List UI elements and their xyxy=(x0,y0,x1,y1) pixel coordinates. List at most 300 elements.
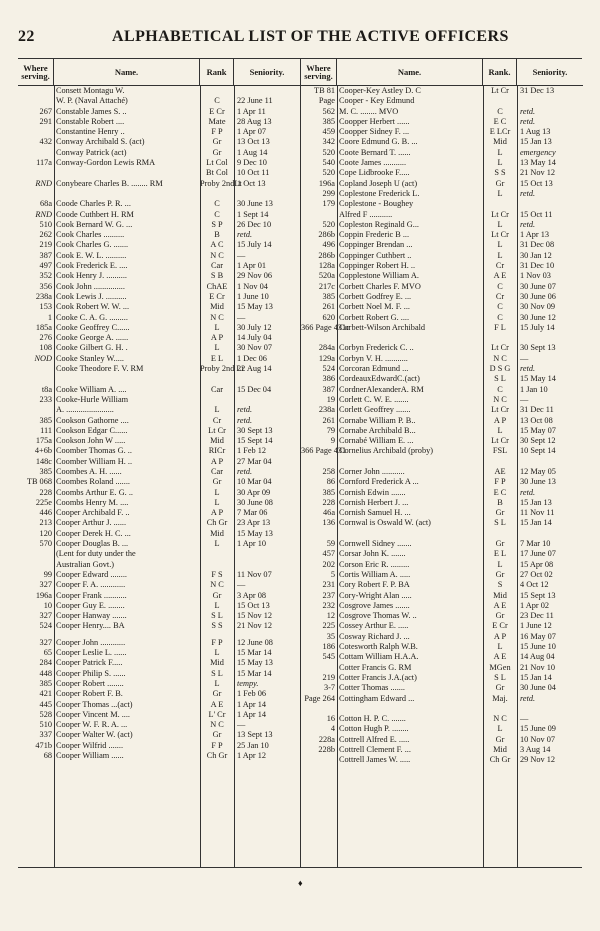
officer-name-cell: Cooper Guy E. ........ xyxy=(56,600,125,610)
seniority-cell: — xyxy=(237,720,246,730)
rank-cell xyxy=(483,333,517,343)
seniority-cell: — xyxy=(520,394,529,404)
officer-name-cell: Cornish Samuel H. ... xyxy=(339,508,411,518)
where-serving-cell: 68a xyxy=(40,199,52,209)
rank-cell: S L xyxy=(211,611,223,621)
table-row xyxy=(18,720,300,730)
rank-cell: N C xyxy=(210,720,224,730)
seniority-cell: retd. xyxy=(520,188,536,198)
officer-name-cell: Cook Lewis J. .......... xyxy=(56,291,127,301)
table-row xyxy=(301,251,583,261)
table-row xyxy=(301,86,583,96)
where-serving-cell: 510 xyxy=(39,720,52,730)
table-row xyxy=(301,271,583,281)
seniority-cell xyxy=(517,199,583,209)
rank-cell: L xyxy=(214,648,220,658)
table-row xyxy=(18,477,300,487)
seniority-cell: 1 Feb 12 xyxy=(237,446,267,456)
seniority-cell: 15 Oct 13 xyxy=(520,178,553,188)
table-row xyxy=(301,323,583,333)
rank-cell: RICr xyxy=(208,446,226,456)
table-row xyxy=(301,518,583,528)
where-serving-cell: 524 xyxy=(322,364,335,374)
seniority-cell: retd. xyxy=(237,230,253,240)
rank-cell: C xyxy=(214,209,220,219)
table-row xyxy=(18,426,300,436)
where-serving-cell: 136 xyxy=(322,518,335,528)
seniority-cell: 31 Dec 11 xyxy=(520,405,554,415)
rank-cell: N C xyxy=(493,714,507,724)
officer-name-cell: Cory-Wright Alan ..... xyxy=(339,590,412,600)
officer-name-cell: Cooper John ............ xyxy=(56,637,126,647)
table-row xyxy=(18,313,300,323)
seniority-cell: 15 Apr 08 xyxy=(520,559,554,569)
where-serving-cell: 432 xyxy=(39,137,52,147)
officer-name-cell: Cook Robert W. W. ... xyxy=(56,302,130,312)
seniority-cell: 21 Nov 12 xyxy=(520,168,556,178)
where-serving-cell xyxy=(301,755,337,765)
officer-name-cell: Cooper Walter W. (act) xyxy=(56,730,133,740)
seniority-cell: 1 Apr 01 xyxy=(237,261,267,271)
seniority-cell: 7 Mar 10 xyxy=(520,539,551,549)
table-row xyxy=(301,745,583,755)
where-serving-cell: 366 Page 431 xyxy=(301,446,347,456)
where-serving-cell: 385 xyxy=(39,466,52,476)
seniority-cell: 10 Mar 04 xyxy=(237,477,272,487)
right-rows xyxy=(301,86,583,867)
where-serving-cell xyxy=(18,560,54,570)
rank-cell: MGen xyxy=(489,662,511,672)
rank-cell: L xyxy=(497,724,503,734)
seniority-cell: emergency xyxy=(520,147,556,157)
rank-cell: A P xyxy=(210,508,224,518)
rank-cell: Lt Cr xyxy=(491,209,509,219)
rank-cell: S B xyxy=(210,271,224,281)
where-serving-cell xyxy=(301,457,337,467)
where-serving-cell: 496 xyxy=(322,240,335,250)
seniority-cell: 1 Aug 13 xyxy=(520,127,551,137)
officer-name-cell: Cooper Frank ........... xyxy=(56,590,127,600)
table-row xyxy=(18,86,300,96)
rank-cell: L xyxy=(497,559,503,569)
seniority-cell: retd. xyxy=(520,364,536,374)
rank-cell: A C xyxy=(210,240,224,250)
officer-name-cell: (Lent for duty under the xyxy=(56,549,136,559)
officer-name-cell: Cooper Philip S. ...... xyxy=(56,668,126,678)
rank-cell: S P xyxy=(211,219,223,229)
seniority-cell: 28 Aug 13 xyxy=(237,116,272,126)
seniority-cell: 11 Nov 11 xyxy=(520,508,555,518)
seniority-cell: 27 Oct 02 xyxy=(520,569,553,579)
rank-header: Rank xyxy=(200,59,234,85)
rank-cell: Gr xyxy=(212,147,222,157)
rank-cell: A P xyxy=(210,456,224,466)
where-serving-cell xyxy=(18,96,54,106)
seniority-cell: 15 Jan 14 xyxy=(520,518,552,528)
seniority-cell: 9 Dec 10 xyxy=(237,158,267,168)
rank-cell: Lt Cr xyxy=(491,436,509,446)
seniority-cell xyxy=(234,86,300,96)
officer-name-cell: Cornabe William P. B.. xyxy=(339,415,416,425)
where-serving-cell: 299 xyxy=(322,188,335,198)
where-serving-cell: 86 xyxy=(326,477,335,487)
rank-cell: Lt Cr xyxy=(491,405,509,415)
rank-cell: C xyxy=(497,384,503,394)
where-serving-cell xyxy=(301,704,337,714)
officers-table xyxy=(18,58,582,868)
officer-name-cell xyxy=(54,168,200,178)
where-serving-cell: 540 xyxy=(322,158,335,168)
seniority-cell: — xyxy=(237,580,246,590)
seniority-cell: 1 Apr 07 xyxy=(237,127,267,137)
where-serving-cell: 448 xyxy=(39,668,52,678)
where-serving-cell xyxy=(18,86,54,96)
rank-cell xyxy=(483,199,517,209)
officer-name-cell: Cooper Patrick F..... xyxy=(56,658,123,668)
table-row xyxy=(18,498,300,508)
where-serving-cell: 459 xyxy=(322,127,335,137)
officer-name-cell: Cooke Stanley W..... xyxy=(56,353,124,363)
rank-cell: S xyxy=(497,580,503,590)
rank-cell: Cr xyxy=(212,415,222,425)
table-row xyxy=(301,735,583,745)
seniority-cell: 15 May 07 xyxy=(520,425,556,435)
officer-name-cell: Coombs Arthur E. G. .. xyxy=(56,487,133,497)
table-row xyxy=(301,364,583,374)
seniority-cell: 15 Jan 14 xyxy=(520,672,552,682)
rank-cell: E C xyxy=(493,116,507,126)
where-serving-cell: 385 xyxy=(39,678,52,688)
rank-cell xyxy=(200,549,234,559)
officer-name-cell: Corner John ........... xyxy=(339,466,405,476)
rank-cell: Cr xyxy=(495,261,505,271)
officer-name-cell: Cooper W. F. R. A. ... xyxy=(56,720,128,730)
officer-name-cell: Cornish Herbert J. ... xyxy=(339,497,409,507)
where-serving-cell: 520 xyxy=(322,168,335,178)
where-serving-cell: 524 xyxy=(39,621,52,631)
officer-name-cell: Corbett Charles F. MVO xyxy=(339,281,421,291)
table-row xyxy=(301,498,583,508)
table-row xyxy=(18,591,300,601)
rank-cell xyxy=(483,704,517,714)
where-serving-cell: 545 xyxy=(322,652,335,662)
officer-name-cell: Cory Robert F. P. BA xyxy=(339,580,410,590)
seniority-cell: 1 Apr 14 xyxy=(237,699,267,709)
where-serving-cell xyxy=(18,374,54,384)
where-serving-cell: Page 264 xyxy=(304,693,335,703)
officer-name-cell: Copplestone William A. xyxy=(339,271,419,281)
officer-name-cell: Cotter Thomas ....... xyxy=(339,683,405,693)
rank-cell: Gr xyxy=(495,734,505,744)
officer-name-cell: Cook Henry J. .......... xyxy=(56,271,127,281)
where-serving-cell: 385 xyxy=(322,487,335,497)
where-serving-cell: 520 xyxy=(322,219,335,229)
officer-name-cell: Coombes Roland ....... xyxy=(56,477,130,487)
where-serving-cell xyxy=(18,405,54,415)
where-serving-cell: 16 xyxy=(326,714,335,724)
officer-name-cell: Coppinger Brendan ... xyxy=(339,240,413,250)
where-serving-cell: 202 xyxy=(322,559,335,569)
officer-name-cell: Coomber William H. .. xyxy=(56,456,133,466)
where-serving-cell: t8a xyxy=(41,384,52,394)
seniority-cell xyxy=(517,96,583,106)
table-row xyxy=(301,601,583,611)
table-row xyxy=(301,158,583,168)
rank-cell: N C xyxy=(210,250,224,260)
rank-header: Rank. xyxy=(483,59,517,85)
table-row xyxy=(18,405,300,415)
where-serving-cell: 68 xyxy=(43,751,52,760)
rank-cell xyxy=(483,96,517,106)
where-serving-cell: 356 xyxy=(39,281,52,291)
where-serving-cell: 262 xyxy=(39,230,52,240)
seniority-cell: 15 May 14 xyxy=(520,374,556,384)
officer-name-cell: Copland Joseph U (act) xyxy=(339,178,418,188)
where-serving-cell: 445 xyxy=(39,699,52,709)
right-header-row xyxy=(301,59,583,86)
rank-cell: L xyxy=(497,158,503,168)
where-serving-cell: 108 xyxy=(39,343,52,353)
where-serving-cell: 261 xyxy=(322,302,335,312)
where-serving-cell: 213 xyxy=(39,518,52,528)
seniority-cell: 15 June 09 xyxy=(520,724,556,734)
officer-name-cell: Corbett Robert G. .... xyxy=(339,312,410,322)
where-serving-cell: 286b xyxy=(318,250,335,260)
where-serving-cell: 9 xyxy=(330,436,335,446)
left-header-row xyxy=(18,59,300,86)
where-serving-cell: 386 xyxy=(322,374,335,384)
where-serving-cell: 284 xyxy=(39,658,52,668)
rank-cell: C xyxy=(497,312,503,322)
seniority-cell: 22 Aug 14 xyxy=(237,364,272,374)
officer-name-cell: A. ....................... xyxy=(56,405,114,415)
seniority-cell xyxy=(517,529,583,539)
table-row xyxy=(301,457,583,467)
where-serving-cell: 238a xyxy=(35,291,52,301)
officer-name-cell: Cook E. W. L. .......... xyxy=(56,250,127,260)
where-serving-cell: 35 xyxy=(326,631,335,641)
where-serving-cell: 217c xyxy=(318,281,335,291)
seniority-cell: retd. xyxy=(520,116,536,126)
table-row xyxy=(18,117,300,127)
rank-cell: N C xyxy=(210,312,224,322)
officer-name-cell: Cook Charles .......... xyxy=(56,230,125,240)
where-serving-cell: 196a xyxy=(318,178,335,188)
rank-cell: A E xyxy=(493,600,507,610)
table-row xyxy=(301,230,583,240)
officer-name-cell: Coppinger Cuthbert .. xyxy=(339,250,412,260)
where-serving-cell: 385 xyxy=(322,291,335,301)
officer-name-cell: Cottrell Alfred E. ..... xyxy=(339,734,410,744)
seniority-cell: 29 Nov 12 xyxy=(520,755,556,765)
seniority-cell xyxy=(517,457,583,467)
officer-name-cell: Corbett Godfrey E. ... xyxy=(339,291,412,301)
officer-name-cell: Cookson John W ..... xyxy=(56,436,126,446)
table-row xyxy=(18,446,300,456)
officer-name-cell: Cooper Arthur J. ...... xyxy=(56,518,127,528)
table-row xyxy=(301,168,583,178)
table-row xyxy=(18,416,300,426)
rank-cell: Gr xyxy=(212,730,222,740)
rank-cell: A P xyxy=(210,333,224,343)
table-row xyxy=(301,313,583,323)
seniority-cell: retd. xyxy=(237,405,253,415)
rank-cell: Proby 2ndLt xyxy=(200,178,242,188)
where-serving-cell: 337 xyxy=(39,730,52,740)
table-row xyxy=(18,539,300,549)
rank-cell: Mid xyxy=(493,745,507,754)
rank-cell: ChAE xyxy=(206,281,228,291)
where-serving-cell: 291 xyxy=(39,116,52,126)
rank-cell: Ch Gr xyxy=(206,751,228,760)
seniority-cell: 15 Dec 04 xyxy=(237,384,272,394)
where-serving-cell: 327 xyxy=(39,580,52,590)
rank-cell: L xyxy=(497,147,503,157)
table-row xyxy=(18,700,300,710)
seniority-cell: — xyxy=(520,353,529,363)
where-serving-cell: 228 xyxy=(39,487,52,497)
rank-cell: F P xyxy=(494,477,506,487)
name-header: Name. xyxy=(54,59,200,85)
officer-name-cell: Cortis William A. ..... xyxy=(339,569,411,579)
table-row xyxy=(301,199,583,209)
table-row xyxy=(18,179,300,189)
table-row xyxy=(301,354,583,364)
rank-cell: E LCr xyxy=(489,127,511,137)
table-row xyxy=(301,642,583,652)
officer-name-cell: Corbyn Frederick C. .. xyxy=(339,343,414,353)
table-row xyxy=(301,96,583,106)
rank-cell: N C xyxy=(210,580,224,590)
rank-cell: Mid xyxy=(210,658,224,668)
rank-cell xyxy=(200,86,234,96)
where-serving-cell: 327 xyxy=(39,637,52,647)
officer-name-cell: Consett Montagu W. xyxy=(56,86,125,95)
where-serving-cell: 99 xyxy=(43,569,52,579)
where-serving-cell: RND xyxy=(35,178,52,188)
officer-name-cell xyxy=(337,333,483,343)
rank-cell: Gr xyxy=(495,569,505,579)
officer-name-cell: Cook Frederick E. .... xyxy=(56,261,128,271)
rank-cell: Mid xyxy=(210,528,224,538)
rank-cell: L xyxy=(214,678,220,688)
seniority-cell: 17 June 07 xyxy=(520,549,556,559)
table-row xyxy=(18,457,300,467)
where-serving-cell: 520a xyxy=(318,271,335,281)
seniority-cell: 31 Dec 10 xyxy=(520,261,555,271)
table-row xyxy=(301,683,583,693)
table-row xyxy=(301,446,583,456)
seniority-cell: 30 June 13 xyxy=(520,477,556,487)
where-serving-header: Where serving. xyxy=(18,59,54,85)
table-row xyxy=(18,730,300,740)
seniority-header: Seniority. xyxy=(532,66,568,77)
rank-cell: F L xyxy=(494,322,506,332)
table-row xyxy=(301,652,583,662)
rank-cell: F P xyxy=(211,740,223,750)
seniority-cell: 12 June 08 xyxy=(237,637,273,647)
rank-cell: F P xyxy=(211,127,223,137)
seniority-cell: 1 Apr 14 xyxy=(237,709,267,719)
officer-name-cell: Cooke C. A. G. ......... xyxy=(56,312,128,322)
seniority-cell: retd. xyxy=(237,415,253,425)
seniority-cell xyxy=(234,374,300,384)
where-serving-cell: 186 xyxy=(322,642,335,652)
table-row xyxy=(18,107,300,117)
seniority-cell: 10 Sept 14 xyxy=(520,446,556,456)
where-serving-cell: 520 xyxy=(322,147,335,157)
table-row xyxy=(301,570,583,580)
where-serving-cell: 228a xyxy=(318,734,335,744)
rank-cell: S S xyxy=(211,621,223,631)
where-serving-cell: 231 xyxy=(322,580,335,590)
seniority-cell: retd. xyxy=(520,693,536,703)
officer-name-cell: Conway-Gordon Lewis RMA xyxy=(56,158,156,168)
officer-name-cell: Coomber Thomas G. .. xyxy=(56,446,132,456)
table-row xyxy=(18,240,300,250)
officer-name-cell: Coore Edmund G. B. ... xyxy=(339,137,418,147)
where-serving-header: Where serving. xyxy=(301,59,337,85)
officer-name-cell: Corlett C. W. E. ....... xyxy=(339,394,409,404)
where-serving-cell: 3-7 xyxy=(323,683,335,693)
table-row xyxy=(18,467,300,477)
table-row xyxy=(18,271,300,281)
officer-name-cell: Cosway Richard J. ... xyxy=(339,631,410,641)
seniority-cell: 1 Sept 14 xyxy=(237,209,269,219)
table-row xyxy=(301,189,583,199)
seniority-cell: 13 Sept 13 xyxy=(237,730,273,740)
table-row xyxy=(18,302,300,312)
rank-cell: Mid xyxy=(210,436,224,446)
table-row xyxy=(18,529,300,539)
table-row xyxy=(18,230,300,240)
rank-cell: L xyxy=(214,497,220,507)
table-row xyxy=(301,405,583,415)
officer-name-cell: Cooper Robert ........ xyxy=(56,678,124,688)
seniority-cell: 1 June 10 xyxy=(237,291,269,301)
seniority-cell: 3 Aug 14 xyxy=(520,745,551,754)
officer-name-cell xyxy=(54,189,200,199)
officer-name-cell: CordeauxEdwardC.(act) xyxy=(339,374,420,384)
officer-name-cell: Corcoran Edmund ... xyxy=(339,364,409,374)
table-row xyxy=(18,580,300,590)
where-serving-cell: 327 xyxy=(39,611,52,621)
table-row xyxy=(18,679,300,689)
officer-name-cell: Cotesworth Ralph W.B. xyxy=(339,642,418,652)
table-row xyxy=(301,416,583,426)
rank-cell: L xyxy=(497,188,503,198)
officer-name-cell: M. C. ........ MVO xyxy=(339,106,399,116)
rank-cell: Car xyxy=(211,466,223,476)
where-serving-cell: 276 xyxy=(39,333,52,343)
where-serving-cell xyxy=(301,663,337,673)
rank-cell: Gr xyxy=(495,683,505,693)
rank-cell: A E xyxy=(493,652,507,662)
officer-name-cell: Cooper Hanway ....... xyxy=(56,611,127,621)
officer-name-cell: Cornwal is Oswald W. (act) xyxy=(339,518,431,528)
seniority-cell: 27 Mar 04 xyxy=(237,456,272,466)
officer-name-cell: Conway Patrick (act) xyxy=(56,147,127,157)
where-serving-cell xyxy=(18,549,54,559)
officer-name-cell xyxy=(337,704,483,714)
table-row xyxy=(301,127,583,137)
where-serving-cell xyxy=(18,364,54,374)
table-row xyxy=(301,107,583,117)
rank-cell: S L xyxy=(211,668,223,678)
officer-name-cell: Cornford Frederick A ... xyxy=(339,477,419,487)
table-row xyxy=(301,539,583,549)
officer-name-cell: Cooke William A. .... xyxy=(56,384,127,394)
